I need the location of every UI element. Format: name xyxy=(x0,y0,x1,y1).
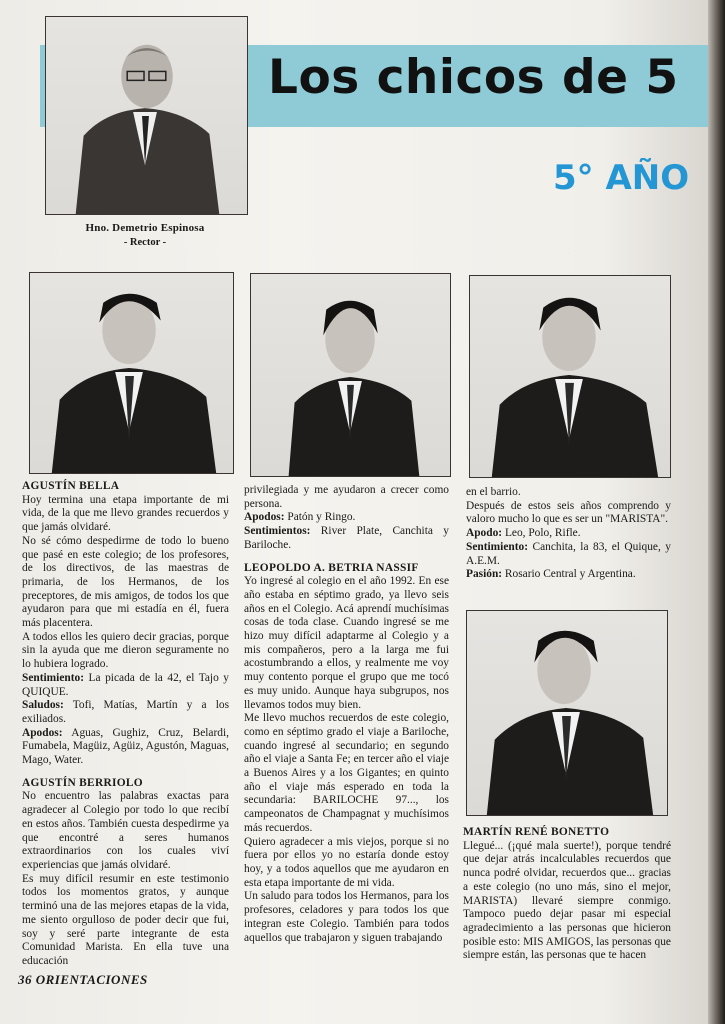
paragraph: Me llevo muchos recuerdos de este colegio, como en séptimo grado el viaje a Bariloche, cuando ingresé al secundario; en segundo año el viaje a Santa Fe; en tercer año el viaje a Buenos Aires y a los Gigantes; en quinto año el viaje más esperado en toda la secundaria: BARILOCHE 97..., los campeonatos de Champagnat y muchísimos más recuerdos. xyxy=(244,712,449,834)
value: River Plate, Canchita y Bariloche. xyxy=(244,525,449,551)
student-photo-betria xyxy=(469,275,671,478)
rector-role: - Rector - xyxy=(123,237,167,248)
value: Aguas, Gughiz, Cruz, Belardi, Fumabela, Magüiz, Agüiz, Agustón, Maguas, Mago, Water. xyxy=(22,726,229,767)
student-name: AGUSTÍN BELLA xyxy=(22,480,120,492)
label: Sentimiento: xyxy=(466,540,529,553)
label: Apodo: xyxy=(466,527,503,540)
paragraph: Después de estos seis años comprendo y valoro mucho lo que es ser un "MARISTA". xyxy=(466,499,671,526)
value: La picada de la 42, el Tajo y QUIQUE. xyxy=(22,671,229,698)
value: Patón y Ringo. xyxy=(284,511,356,524)
label: Apodos: xyxy=(244,511,285,524)
label: Saludos: xyxy=(22,699,64,712)
nicknames-line xyxy=(22,727,229,768)
student-name: AGUSTÍN BERRIOLO xyxy=(22,776,143,789)
paragraph: Llegué... (¡qué mala suerte!), porque tendré que dejar atrás incalculables recuerdos que nunca podré olvidar, recuerdos que... gracias a este colegio (no uno más, sino el mejor, MARISTA) llevaré siempre conmigo. Tampoco puedo dejar pasar mi especial agradecimiento a las personas que hicieron posible esto: MIS AMIGOS, las personas que siempre están, las personas que te hacen xyxy=(463,839,671,962)
sentiment-line xyxy=(22,672,229,699)
paragraph: Quiero agradecer a mis viejos, porque si no fuera por ellos yo no estaría donde estoy hoy, y a todos aquellos que me ayudaron en esta etapa importante de mi vida. xyxy=(244,835,449,889)
passion-line xyxy=(466,568,671,582)
label: Sentimientos: xyxy=(244,525,311,538)
paragraph: privilegiada y me ayudaron a crecer como persona. xyxy=(244,484,449,510)
sentiment-line xyxy=(466,541,671,568)
text-column-3 xyxy=(466,486,671,582)
value: Leo, Polo, Rifle. xyxy=(502,527,581,540)
section-subtitle: 5° AÑO xyxy=(553,158,690,198)
sentiment-line xyxy=(244,525,449,552)
book-spine xyxy=(708,0,725,1024)
student-name: LEOPOLDO A. BETRIA NASSIF xyxy=(244,561,419,574)
student-name: MARTÍN RENÉ BONETTO xyxy=(463,826,610,838)
value: Rosario Central y Argentina. xyxy=(502,568,636,581)
paragraph: No encuentro las palabras exactas para agradecer al Colegio por todo lo que recibí en estos años. También cuesta despedirme ya que encontré a seres humanos extraordinarios con los cuales viví experiencias que jamás olvidaré. xyxy=(22,790,229,871)
nicknames-line xyxy=(244,511,449,525)
paragraph: Hoy termina una etapa importante de mi vida, de la que me llevo grandes recuerdos y que jamás olvidaré. xyxy=(22,493,229,534)
student-photo-bonetto xyxy=(466,610,668,816)
page-footer: 36 ORIENTACIONES xyxy=(18,972,148,987)
paragraph: Yo ingresé al colegio en el año 1992. En ese año estaba en séptimo grado, ya llevo seis años en el Colegio. Acá aprendí muchísimas cosas de toda clase. Cuando ingresé se me hizo muy difícil adaptarme al Colegio y a mis compañeros, pero a la larga me fui acostumbrando a ellos, y realmente me voy muy contento porque el grupo que me tocó es muy unido. Aunque haya subgrupos, nos llevamos todos muy bien. xyxy=(244,575,449,711)
paragraph: Es muy difícil resumir en este testimonio todos los momentos gratos, y aunque terminó una de las mejores etapas de la vida, me siento orgulloso de poder decir que fui, soy y seré parte integrante de esta Comunidad Marista. En ella tuve una educación xyxy=(22,872,229,967)
text-column-1 xyxy=(22,480,229,969)
label: Pasión: xyxy=(466,568,503,581)
greetings-line xyxy=(22,699,229,726)
rector-name: Hno. Demetrio Espinosa xyxy=(85,222,205,234)
nicknames-line xyxy=(466,527,671,541)
text-column-2 xyxy=(244,484,449,945)
student-photo-bella xyxy=(29,272,234,474)
text-column-3-lower xyxy=(463,826,671,963)
value: Canchita, la 83, el Quique, y A.E.M. xyxy=(466,540,671,567)
label: Sentimiento: xyxy=(22,671,85,684)
paragraph: No sé cómo despedirme de todo lo bueno que pasé en este colegio; de los profesores, de los directivos, de las maestras de primaria, de los Hermanos, de los preceptores, de mis amigos, de todos los que ayudaron para que mi estadía en él, fuera más placentera. xyxy=(22,534,229,630)
rector-photo xyxy=(45,16,248,215)
value: Tofi, Matías, Martín y a los exiliados. xyxy=(22,699,229,725)
paragraph: A todos ellos les quiero decir gracias, porque sin la ayuda que me dieron seguramente no lo hubiera logrado. xyxy=(22,630,229,671)
student-photo-berriolo xyxy=(250,273,451,477)
paragraph: en el barrio. xyxy=(466,486,521,498)
page-title: Los chicos de 5 xyxy=(268,50,679,105)
paragraph: Un saludo para todos los Hermanos, para los profesores, celadores y para todos los que integran este Colegio. También para todos aquellos que trabajaron y siguen trabajando xyxy=(244,890,449,944)
label: Apodos: xyxy=(22,726,63,739)
